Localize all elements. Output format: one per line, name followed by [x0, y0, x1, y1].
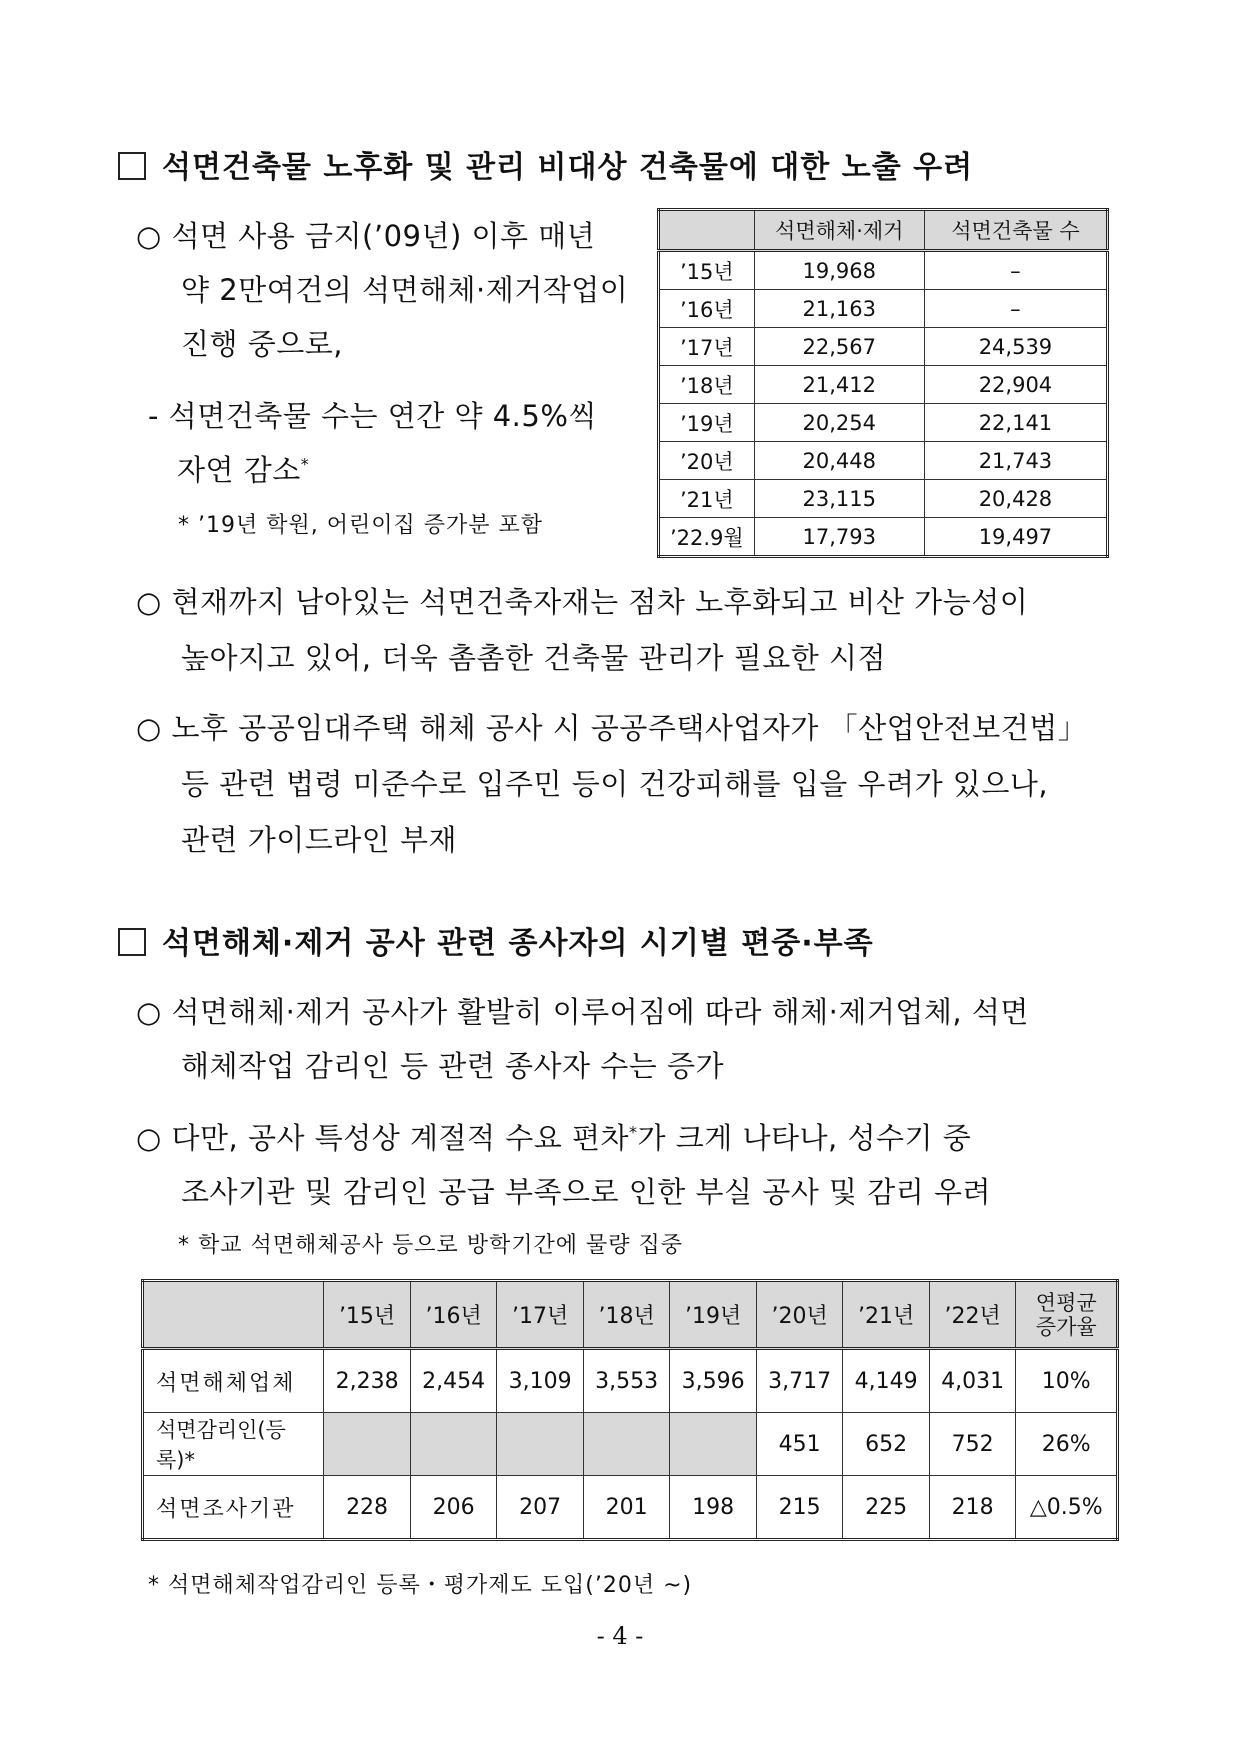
s2-bullet2-text-post: 가 크게 나타나, 성수기 중	[637, 1121, 972, 1155]
checkbox-square-icon	[118, 152, 146, 180]
table-cell: 3,109	[497, 1349, 584, 1413]
table-cell: 206	[410, 1476, 497, 1540]
table-header-cell: ’16년	[410, 1281, 497, 1349]
s2-bullet2-text-pre: ○ 다만, 공사 특성상 계절적 수요 편차	[136, 1121, 630, 1155]
table-row	[659, 290, 1108, 328]
table-cell: ’18년	[659, 366, 755, 404]
table-cell-empty	[583, 1413, 670, 1476]
table-cell: 198	[670, 1476, 757, 1540]
row-label: 석면해체업체	[143, 1349, 324, 1413]
table-cell: 207	[497, 1476, 584, 1540]
table-cell-empty	[324, 1413, 411, 1476]
table-row	[659, 442, 1108, 480]
s1-bullet1-line3: 진행 중으로,	[181, 327, 344, 361]
s1-bullet1-line1: ○ 석면 사용 금지(’09년) 이후 매년	[136, 219, 596, 253]
table-cell: 24,539	[924, 328, 1107, 366]
table-cell: 228	[324, 1476, 411, 1540]
table-row	[659, 404, 1108, 442]
table-cell: 3,553	[583, 1349, 670, 1413]
s1-note1: * ’19년 학원, 어린이집 증가분 포함	[178, 513, 543, 538]
table-cell: 20,428	[924, 480, 1107, 518]
s1-bullet2-line2: 높아지고 있어, 더욱 촘촘한 건축물 관리가 필요한 시점	[181, 641, 887, 675]
s1-dash1-text: 자연 감소	[177, 453, 301, 487]
table-header-cell: ’20년	[756, 1281, 843, 1349]
table-header-cell: 석면건축물 수	[924, 210, 1107, 251]
table-cell: 652	[843, 1413, 930, 1476]
s1-dash1-line1: - 석면건축물 수는 연간 약 4.5%씩	[148, 399, 597, 433]
section1-heading	[118, 142, 973, 186]
table-row	[659, 328, 1108, 366]
table-header-cell: ’19년	[670, 1281, 757, 1349]
header-line: 연평균	[1035, 1290, 1097, 1315]
row-label: 석면조사기관	[143, 1476, 324, 1540]
table-cell: –	[924, 290, 1107, 328]
table-row	[659, 251, 1108, 290]
header-line: 증가율	[1035, 1314, 1097, 1339]
table-cell: 17,793	[754, 518, 924, 557]
table-row	[659, 366, 1108, 404]
table-cell: ’21년	[659, 480, 755, 518]
table-cell: 218	[929, 1476, 1016, 1540]
table-cell: ’17년	[659, 328, 755, 366]
table-cell: 22,904	[924, 366, 1107, 404]
table-cell: 2,454	[410, 1349, 497, 1413]
table-header-cell: ’15년	[324, 1281, 411, 1349]
table-cell: 4,031	[929, 1349, 1016, 1413]
s2-footnote: * 석면해체작업감리인 등록・평가제도 도입(’20년 ~)	[148, 1573, 693, 1598]
table-row	[659, 480, 1108, 518]
table-cell-empty	[670, 1413, 757, 1476]
table-header-cell	[1016, 1281, 1118, 1349]
table-cell: 3,717	[756, 1349, 843, 1413]
table-cell: 26%	[1016, 1413, 1118, 1476]
table-cell: 2,238	[324, 1349, 411, 1413]
s1-dash1-line2	[177, 448, 309, 489]
s1-bullet2-line1: ○ 현재까지 남아있는 석면건축자재는 점차 노후화되고 비산 가능성이	[136, 585, 1029, 619]
section2-heading	[118, 918, 874, 962]
table-row	[143, 1349, 1118, 1413]
table-cell: 21,163	[754, 290, 924, 328]
table-header-cell	[659, 210, 755, 251]
s2-bullet2-line1	[136, 1116, 971, 1157]
table-header-cell: ’18년	[583, 1281, 670, 1349]
table-row	[659, 518, 1108, 557]
building-stats-table	[657, 208, 1109, 558]
table-cell-empty	[497, 1413, 584, 1476]
s2-bullet2-line2: 조사기관 및 감리인 공급 부족으로 인한 부실 공사 및 감리 우려	[181, 1175, 992, 1209]
table-cell: 10%	[1016, 1349, 1118, 1413]
footnote-mark: *	[629, 1122, 638, 1142]
table-cell: 21,743	[924, 442, 1107, 480]
workers-stats-table	[141, 1279, 1119, 1541]
table-cell: 19,497	[924, 518, 1107, 557]
table-cell: 215	[756, 1476, 843, 1540]
s1-bullet3-line2: 등 관련 법령 미준수로 입주민 등이 건강피해를 입을 우려가 있으나,	[181, 767, 1049, 801]
section2-heading-text: 석면해체·제거 공사 관련 종사자의 시기별 편중·부족	[162, 926, 874, 961]
table-header-cell: ’22년	[929, 1281, 1016, 1349]
table-cell: 201	[583, 1476, 670, 1540]
table-cell: 3,596	[670, 1349, 757, 1413]
s2-note: * 학교 석면해체공사 등으로 방학기간에 물량 집중	[178, 1233, 684, 1258]
table-cell: 4,149	[843, 1349, 930, 1413]
checkbox-square-icon	[118, 928, 146, 956]
table-cell: 451	[756, 1413, 843, 1476]
table-cell: 22,141	[924, 404, 1107, 442]
table-cell: 752	[929, 1413, 1016, 1476]
page-number: - 4 -	[596, 1622, 644, 1650]
table-cell: 21,412	[754, 366, 924, 404]
table-cell-empty	[410, 1413, 497, 1476]
table-cell: 225	[843, 1476, 930, 1540]
table-cell: ’20년	[659, 442, 755, 480]
s1-bullet3-line1: ○ 노후 공공임대주택 해체 공사 시 공공주택사업자가 「산업안전보건법」	[136, 711, 1088, 745]
table-cell: –	[924, 251, 1107, 290]
table-cell: 23,115	[754, 480, 924, 518]
s2-bullet1-line1: ○ 석면해체·제거 공사가 활발히 이루어짐에 따라 해체·제거업체, 석면	[136, 995, 1029, 1029]
table-header-cell	[143, 1281, 324, 1349]
table-cell: ’16년	[659, 290, 755, 328]
table-cell: △0.5%	[1016, 1476, 1118, 1540]
row-label: 석면감리인(등록)*	[143, 1413, 324, 1476]
table-header-cell: 석면해체·제거	[754, 210, 924, 251]
footnote-mark: *	[300, 454, 310, 474]
table-row	[143, 1476, 1118, 1540]
s1-bullet1-line2: 약 2만여건의 석면해체·제거작업이	[181, 273, 629, 307]
s2-bullet1-line2: 해체작업 감리인 등 관련 종사자 수는 증가	[181, 1049, 725, 1083]
table-header-cell: ’21년	[843, 1281, 930, 1349]
table-header-cell: ’17년	[497, 1281, 584, 1349]
table-cell: 20,254	[754, 404, 924, 442]
table-cell: ’15년	[659, 251, 755, 290]
table-cell: ’22.9월	[659, 518, 755, 557]
table-cell: 20,448	[754, 442, 924, 480]
table-row	[143, 1413, 1118, 1476]
table-cell: 22,567	[754, 328, 924, 366]
table-cell: ’19년	[659, 404, 755, 442]
section1-heading-text: 석면건축물 노후화 및 관리 비대상 건축물에 대한 노출 우려	[162, 150, 974, 185]
table-cell: 19,968	[754, 251, 924, 290]
s1-bullet3-line3: 관련 가이드라인 부재	[181, 823, 458, 857]
